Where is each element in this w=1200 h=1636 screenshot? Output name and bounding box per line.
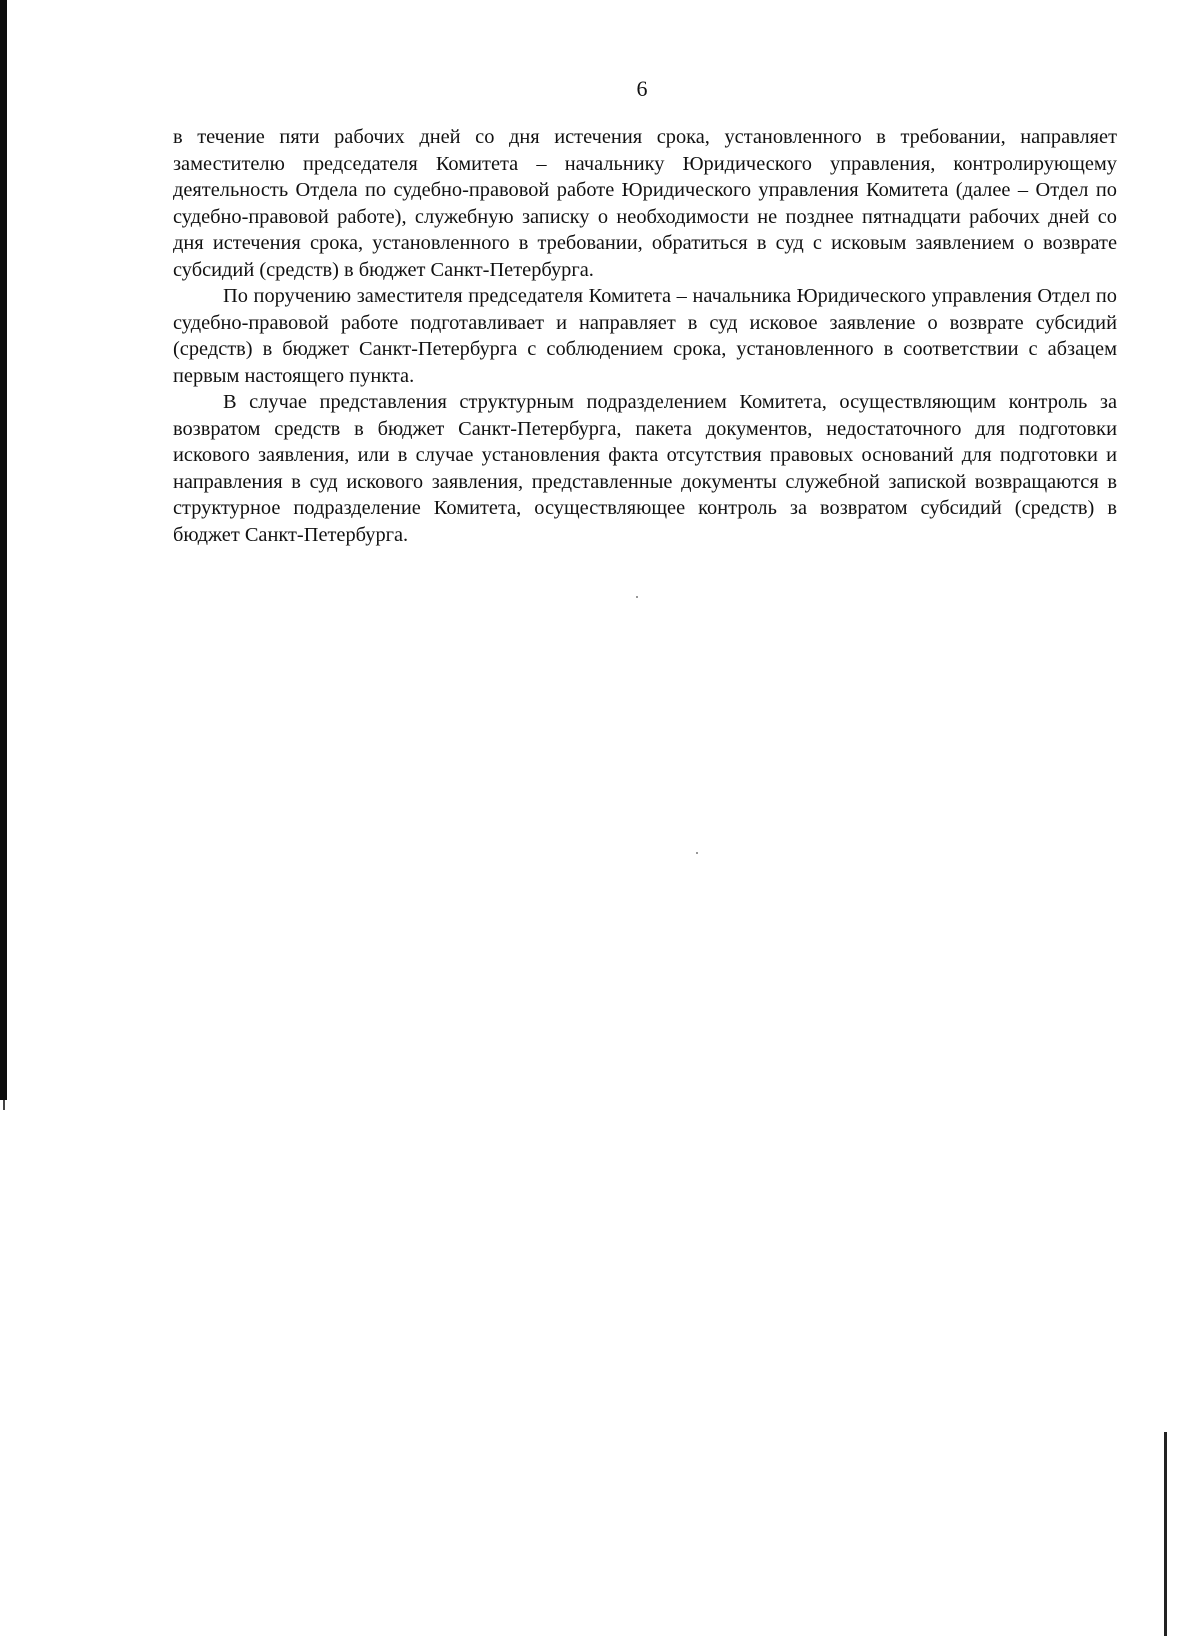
page-number: 6: [636, 76, 648, 101]
paragraph-return-case: В случае представления структурным подразделением Комитета, осуществляющим контроль за возвратом средств в бюджет Санкт-Петербурга, пакета документов, недостаточного для подготовки искового заявления, или в случае установления факта отсутствия правовых оснований для подготовки и направления в суд искового заявления, представленные документы служебной запиской возвращаются в структурное подразделение Комитета, осуществляющее контроль за возвратом субсидий (средств) в бюджет Санкт-Петербурга.: [173, 391, 1117, 546]
scan-border-right: [1164, 1432, 1167, 1636]
scan-border-left: [0, 0, 7, 1100]
scan-speck: [696, 852, 698, 854]
scan-border-left-tail: [3, 1100, 5, 1110]
scan-speck: [636, 596, 638, 598]
paragraph-instruction: По поручению заместителя председателя Комитета – начальника Юридического управления Отдел по судебно-правовой работе подготавливает и направляет в суд исковое заявление о возврате субсидий (средств) в бюджет Санкт-Петербурга с соблюдением срока, установленного в соответствии с абзацем первым настоящего пункта.: [173, 285, 1117, 387]
document-body: [173, 124, 1117, 548]
paragraph-continuation: в течение пяти рабочих дней со дня истечения срока, установленного в требовании, направляет заместителю председателя Комитета – начальнику Юридического управления, контролирующему деятельность Отдела по судебно-правовой работе Юридического управления Комитета (далее – Отдел по судебно-правовой работе), служебную записку о необходимости не позднее пятнадцати рабочих дней со дня истечения срока, установленного в требовании, обратиться в суд с исковым заявлением о возврате субсидий (средств) в бюджет Санкт-Петербурга.: [173, 126, 1117, 281]
